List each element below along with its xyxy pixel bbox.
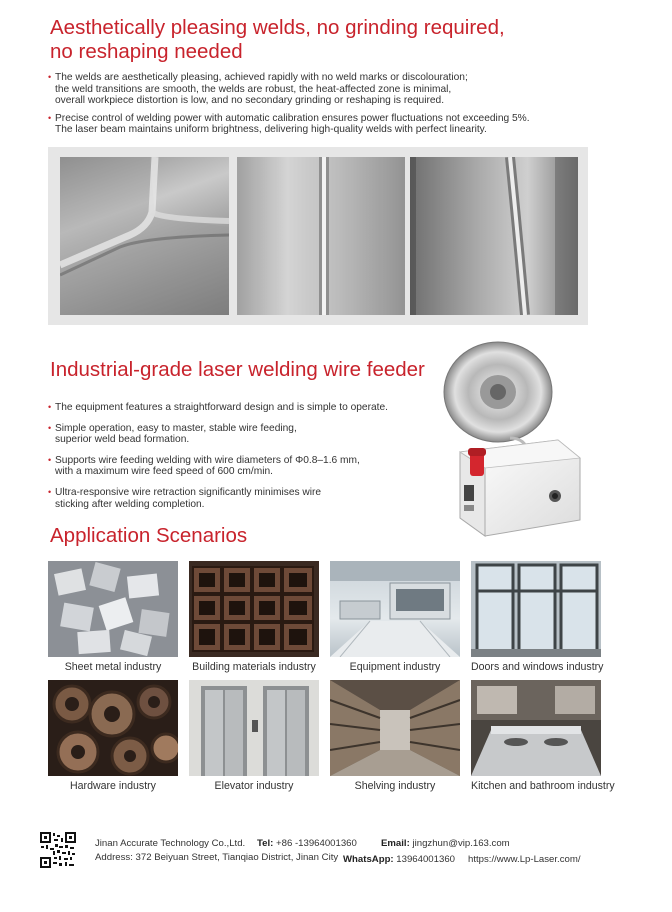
whatsapp-value[interactable]: 13964001360	[396, 854, 455, 865]
website-link[interactable]: https://www.Lp-Laser.com/	[468, 854, 581, 865]
company-name: Jinan Accurate Technology Co.,Ltd.	[95, 838, 246, 849]
application-caption: Kitchen and bathroom industry	[471, 780, 615, 792]
application-card-equipment	[330, 561, 460, 674]
email-info	[381, 838, 510, 850]
wire-feeder-machine-image	[440, 340, 590, 540]
tel-value[interactable]: +86 -13964001360	[276, 838, 357, 849]
application-caption: Doors and windows industry	[471, 661, 604, 673]
list-item	[48, 402, 428, 414]
list-item	[48, 72, 608, 107]
application-card-elevator	[189, 680, 319, 793]
list-item-line: • Precise control of welding power with automatic calibration ensures power fluctuations not exceeding 5%.	[55, 112, 530, 124]
equipment-photo	[330, 561, 460, 657]
elevator-photo	[189, 680, 319, 776]
application-caption: Equipment industry	[349, 661, 441, 673]
section-title-line1: Aesthetically pleasing welds, no grinding required,	[50, 16, 505, 39]
contact-footer	[0, 826, 672, 886]
list-item-line: superior weld bead formation.	[55, 434, 190, 446]
hardware-photo	[48, 680, 178, 776]
list-item-line: The laser beam maintains uniform brightness, delivering high-quality welds with perfect linearity.	[55, 124, 487, 136]
application-caption: Sheet metal industry	[64, 661, 162, 673]
qr-code-icon	[40, 832, 76, 868]
application-caption: Elevator industry	[214, 780, 294, 792]
list-item	[48, 113, 608, 136]
list-item-line: • The welds are aesthetically pleasing, achieved rapidly with no weld marks or discolouration;	[55, 72, 468, 83]
list-item	[48, 455, 428, 478]
shelving-photo	[330, 680, 460, 776]
application-card-shelving	[330, 680, 460, 793]
email-link[interactable]: jingzhun@vip.163.com	[412, 838, 510, 849]
weld-photo-seam	[237, 157, 405, 315]
section-title-wire-feeder: Industrial-grade laser welding wire feeder	[50, 358, 425, 381]
section-title-applications: Application Scenarios	[50, 524, 248, 547]
application-card-building-materials	[189, 561, 319, 674]
email-label: Email:	[381, 838, 410, 849]
application-caption: Building materials industry	[192, 661, 316, 673]
application-card-doors-windows	[471, 561, 604, 674]
weld-photo-long-seam	[410, 157, 578, 315]
list-item-line: • The equipment features a straightforward design and is simple to operate.	[55, 402, 388, 413]
sheet-metal-photo	[48, 561, 178, 657]
whatsapp-label: WhatsApp:	[343, 854, 394, 865]
list-item	[48, 423, 428, 446]
application-card-hardware	[48, 680, 178, 793]
list-item-line: sticking after welding completion.	[55, 498, 205, 510]
doors-windows-photo	[471, 561, 601, 657]
application-card-kitchen-bathroom	[471, 680, 615, 793]
section-title-welds	[50, 16, 550, 64]
wire-feeder-features-list	[48, 402, 428, 519]
list-item-line: • Supports wire feeding welding with wire diameters of Φ0.8–1.6 mm,	[55, 454, 360, 466]
list-item-line: • Simple operation, easy to master, stable wire feeding,	[55, 422, 297, 434]
list-item	[48, 487, 428, 510]
weld-photo-strip	[48, 147, 588, 325]
application-caption: Shelving industry	[354, 780, 436, 792]
application-caption: Hardware industry	[70, 780, 156, 792]
list-item-line: the weld transitions are smooth, the welds are robust, the heat-affected zone is minimal,	[55, 83, 452, 95]
weld-benefits-list	[48, 72, 608, 142]
whatsapp-info	[343, 854, 455, 866]
list-item-line: overall workpiece distortion is low, and no secondary grinding or reshaping is required.	[55, 95, 445, 107]
list-item-line: with a maximum wire feed speed of 600 cm/min.	[55, 466, 273, 478]
list-item-line: • Ultra-responsive wire retraction significantly minimises wire	[55, 486, 322, 498]
tel-info	[257, 838, 357, 850]
section-title-line2: no reshaping needed	[50, 40, 243, 63]
building-materials-photo	[189, 561, 319, 657]
application-card-sheet-metal	[48, 561, 178, 674]
company-address: Address: 372 Beiyuan Street, Tianqiao District, Jinan City	[95, 852, 339, 863]
tel-label: Tel:	[257, 838, 274, 849]
weld-photo-corner	[60, 157, 229, 315]
kitchen-bathroom-photo	[471, 680, 601, 776]
